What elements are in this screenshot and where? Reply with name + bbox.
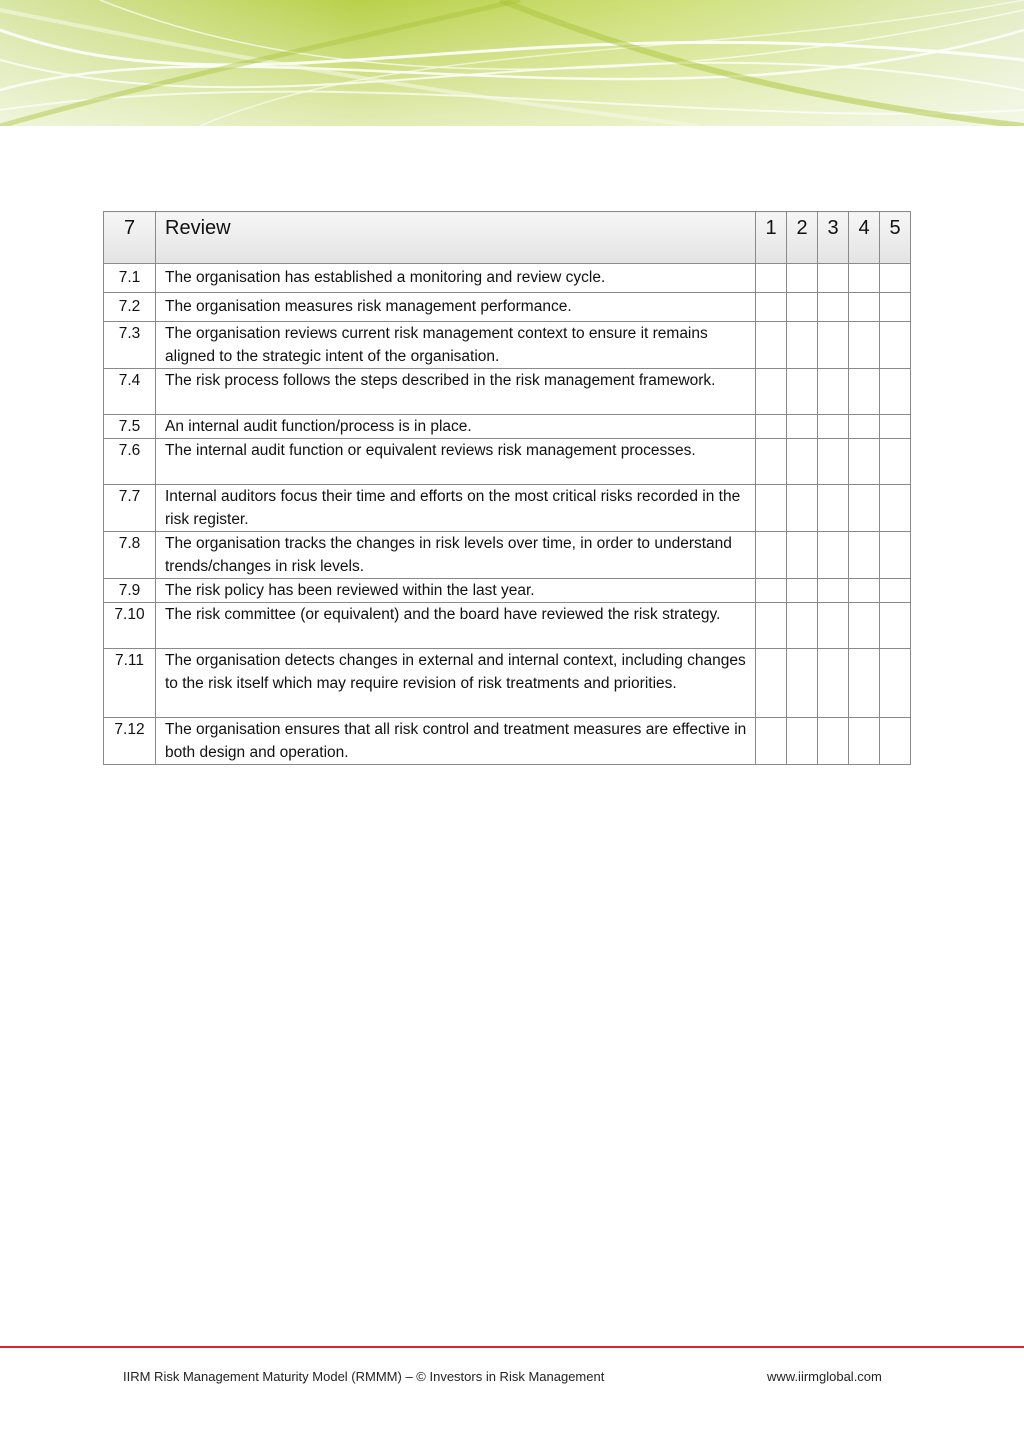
score-cell-2[interactable] [787,369,818,415]
score-cell-5[interactable] [880,293,911,322]
score-label-3: 3 [818,212,849,264]
score-cell-3[interactable] [818,718,849,765]
score-cell-4[interactable] [849,322,880,369]
row-number: 7.1 [104,264,156,293]
table-row [104,579,911,603]
score-cell-1[interactable] [756,603,787,649]
score-cell-3[interactable] [818,579,849,603]
score-cell-2[interactable] [787,439,818,485]
score-cell-1[interactable] [756,718,787,765]
score-label-1: 1 [756,212,787,264]
row-statement: The organisation has established a monitoring and review cycle. [156,264,756,293]
score-cell-3[interactable] [818,485,849,532]
row-number: 7.4 [104,369,156,415]
score-cell-1[interactable] [756,649,787,718]
score-cell-4[interactable] [849,485,880,532]
score-cell-2[interactable] [787,264,818,293]
table-row [104,485,911,532]
row-statement: The organisation ensures that all risk control and treatment measures are effective in both design and operation. [156,718,756,765]
row-statement: The risk policy has been reviewed within the last year. [156,579,756,603]
table-row [104,322,911,369]
row-number: 7.6 [104,439,156,485]
score-cell-3[interactable] [818,415,849,439]
table-row [104,415,911,439]
score-cell-5[interactable] [880,264,911,293]
score-cell-3[interactable] [818,532,849,579]
score-label-2: 2 [787,212,818,264]
score-cell-3[interactable] [818,649,849,718]
table-row [104,603,911,649]
score-cell-4[interactable] [849,532,880,579]
table-body [104,264,911,765]
score-cell-2[interactable] [787,322,818,369]
row-statement: The organisation reviews current risk management context to ensure it remains aligned to the strategic intent of the organisation. [156,322,756,369]
score-cell-5[interactable] [880,649,911,718]
score-cell-4[interactable] [849,718,880,765]
score-cell-4[interactable] [849,369,880,415]
section-title: Review [156,212,756,264]
row-statement: The risk process follows the steps described in the risk management framework. [156,369,756,415]
row-number: 7.2 [104,293,156,322]
score-cell-1[interactable] [756,322,787,369]
score-label-5: 5 [880,212,911,264]
score-cell-1[interactable] [756,264,787,293]
score-cell-1[interactable] [756,439,787,485]
row-number: 7.3 [104,322,156,369]
footer-copyright: IIRM Risk Management Maturity Model (RMMM) – © Investors in Risk Management [123,1369,605,1384]
score-cell-4[interactable] [849,649,880,718]
score-label-4: 4 [849,212,880,264]
row-statement: An internal audit function/process is in place. [156,415,756,439]
score-cell-5[interactable] [880,369,911,415]
row-number: 7.10 [104,603,156,649]
row-statement: The internal audit function or equivalent reviews risk management processes. [156,439,756,485]
score-cell-3[interactable] [818,322,849,369]
row-number: 7.11 [104,649,156,718]
score-cell-4[interactable] [849,415,880,439]
score-cell-1[interactable] [756,485,787,532]
score-cell-5[interactable] [880,485,911,532]
review-checklist-table [103,211,911,765]
decorative-swoosh-graphic [0,0,1024,126]
score-cell-1[interactable] [756,579,787,603]
row-number: 7.7 [104,485,156,532]
score-cell-2[interactable] [787,579,818,603]
row-statement: The risk committee (or equivalent) and the board have reviewed the risk strategy. [156,603,756,649]
score-cell-3[interactable] [818,293,849,322]
score-cell-4[interactable] [849,603,880,649]
score-cell-1[interactable] [756,415,787,439]
table-row [104,718,911,765]
footer-website: www.iirmglobal.com [767,1369,882,1384]
row-statement: The organisation measures risk management performance. [156,293,756,322]
table-row [104,369,911,415]
footer-divider [0,1346,1024,1348]
score-cell-5[interactable] [880,322,911,369]
row-statement: The organisation tracks the changes in risk levels over time, in order to understand trends/changes in risk levels. [156,532,756,579]
table-row [104,532,911,579]
score-cell-3[interactable] [818,264,849,293]
table-row [104,649,911,718]
row-statement: Internal auditors focus their time and efforts on the most critical risks recorded in the risk register. [156,485,756,532]
score-cell-2[interactable] [787,603,818,649]
table-row [104,264,911,293]
row-number: 7.5 [104,415,156,439]
score-cell-5[interactable] [880,603,911,649]
score-cell-3[interactable] [818,439,849,485]
score-cell-5[interactable] [880,718,911,765]
row-statement: The organisation detects changes in external and internal context, including changes to the risk itself which may require revision of risk treatments and priorities. [156,649,756,718]
table-row [104,439,911,485]
score-cell-5[interactable] [880,532,911,579]
score-cell-2[interactable] [787,718,818,765]
score-cell-4[interactable] [849,293,880,322]
score-cell-2[interactable] [787,485,818,532]
score-cell-4[interactable] [849,439,880,485]
score-cell-2[interactable] [787,649,818,718]
row-number: 7.8 [104,532,156,579]
section-number: 7 [104,212,156,264]
score-cell-1[interactable] [756,293,787,322]
table-header-row [104,212,911,264]
score-cell-4[interactable] [849,579,880,603]
header-banner [0,0,1024,126]
score-cell-2[interactable] [787,293,818,322]
row-number: 7.9 [104,579,156,603]
score-cell-1[interactable] [756,532,787,579]
table-row [104,293,911,322]
row-number: 7.12 [104,718,156,765]
score-cell-2[interactable] [787,532,818,579]
score-cell-5[interactable] [880,415,911,439]
score-cell-2[interactable] [787,415,818,439]
score-cell-1[interactable] [756,369,787,415]
score-cell-4[interactable] [849,264,880,293]
score-cell-5[interactable] [880,579,911,603]
score-cell-3[interactable] [818,369,849,415]
score-cell-3[interactable] [818,603,849,649]
score-cell-5[interactable] [880,439,911,485]
